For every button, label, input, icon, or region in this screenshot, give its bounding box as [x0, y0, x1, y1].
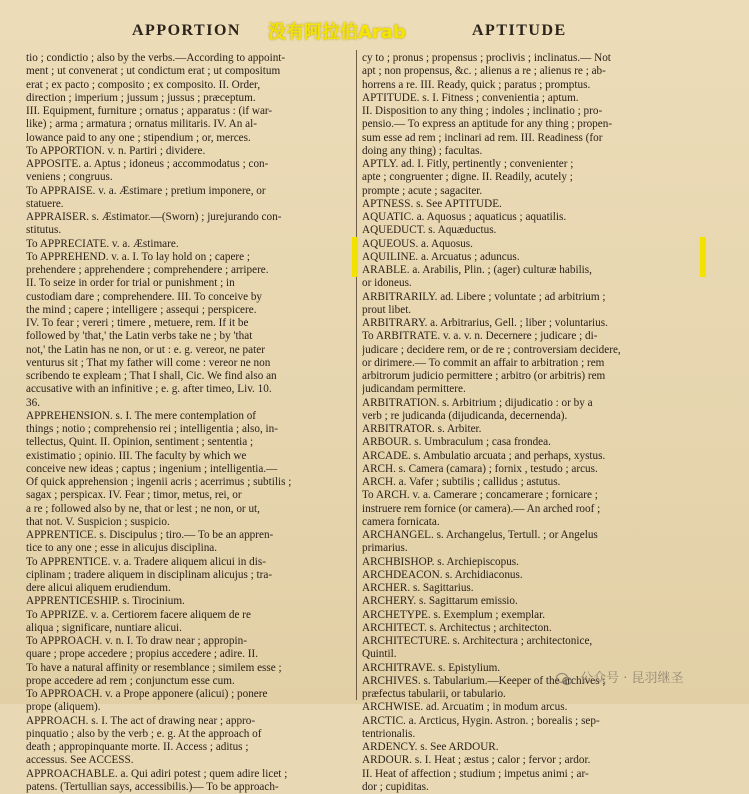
entry-line: APTITUDE. s. I. Fitness ; convenientia ; aptum. — [362, 91, 579, 104]
entry-line: verb ; re judicanda (dijudicanda, decernenda). — [362, 409, 568, 422]
entry-line: direction ; imperium ; jussum ; jussus ; præceptum. — [26, 91, 256, 104]
entry-line: APPRENTICE. s. Discipulus ; tiro.— To be an appren- — [26, 529, 274, 541]
entry-line: arbitrorum judicio permittere ; arbitro (or arbitris) rem — [362, 370, 606, 382]
entry-line: APTLY. ad. I. Fitly, pertinently ; convenienter ; — [362, 158, 574, 170]
entry-line: primarius. — [362, 542, 408, 555]
entry-line: prope (aliquem). — [26, 701, 101, 714]
entry-line: instruere rem fornice (or camera).— An arched roof ; — [362, 502, 601, 515]
entry-line: accusative with an infinitive ; e. g. after timeo, Liv. 10. — [26, 383, 272, 396]
entry-line: that not. V. Suspicion ; suspicio. — [26, 515, 170, 528]
entry-line: ARCHWISE. ad. Arcuatim ; in modum arcus. — [362, 701, 568, 714]
entry-line: pinquatio ; also by the verb ; e. g. At the approach of — [26, 727, 262, 740]
entry-line: existimatio ; opinio. III. The faculty by which we — [26, 449, 247, 462]
entry-line: APTNESS. s. See APTITUDE. — [362, 197, 502, 210]
running-head-left: APPORTION — [132, 22, 241, 39]
entry-line: scribendo te expleam ; That I shall, Cic. We find also an — [26, 370, 277, 382]
entry-line: III. Equipment, furniture ; ornatus ; apparatus : (if war- — [26, 105, 273, 117]
entry-line: sagax ; perspicax. IV. Fear ; timor, metus, rei, or — [26, 489, 242, 502]
entry-line: erat ; ex pacto ; composito ; ex composito. II. Order, — [26, 78, 261, 91]
running-head-right: APTITUDE — [472, 22, 567, 39]
entry-line: ARCHDEACON. s. Archidiaconus. — [362, 568, 523, 581]
entry-line: II. Heat of affection ; studium ; impetus animi ; ar- — [362, 767, 589, 780]
entry-line: To APPRENTICE. v. a. Tradere aliquem alicui in dis- — [26, 555, 266, 568]
entry-line: ARCH. a. Vafer ; subtilis ; callidus ; astutus. — [362, 476, 561, 488]
entry-line: ARCADE. s. Ambulatio arcuata ; and perhaps, xystus. — [362, 449, 606, 462]
entry-line: a re ; followed also by ne, that or lest ; ne non, or ut, — [26, 502, 260, 515]
entry-line: prout libet. — [362, 303, 412, 316]
entry-line: To APPROACH. v. a Prope apponere (alicui) ; ponere — [26, 688, 268, 700]
entry-line: lowance paid to any one ; stipendium ; or, merces. — [26, 131, 251, 144]
entry-line: ARCHER. s. Sagittarius. — [362, 582, 474, 594]
entry-line: prope accedere ad rem ; conjunctum esse cum. — [26, 674, 235, 687]
entry-line: accessus. See ACCESS. — [26, 754, 134, 767]
entry-line: custodiam dare ; comprehendere. III. To conceive by — [26, 290, 263, 303]
entry-line: ARBITRARILY. ad. Libere ; voluntate ; ad arbitrium ; — [362, 290, 606, 303]
entry-line: To have a natural affinity or resemblance ; similem esse ; — [26, 661, 282, 674]
corner-watermark-text: 公众号 · 昆羽继圣 — [580, 671, 684, 686]
entry-line: APPRENTICESHIP. s. Tirocinium. — [26, 595, 185, 608]
entry-line: stitutus. — [26, 224, 62, 237]
entry-line: ARDENCY. s. See ARDOUR. — [362, 741, 499, 753]
entry-line: pensio.— To express an aptitude for any thing ; propen- — [362, 118, 613, 131]
entry-line: APPOSITE. a. Aptus ; idoneus ; accommodatus ; con- — [26, 158, 269, 170]
entry-line: tice to any one ; esse in alicujus disciplina. — [26, 542, 218, 555]
entry-line: To ARCH. v. a. Camerare ; concamerare ; fornicare ; — [362, 489, 598, 502]
entry-line: ARCTIC. a. Arcticus, Hygin. Astron. ; borealis ; sep- — [362, 714, 600, 727]
entry-line: prompte ; acute ; sagaciter. — [362, 184, 483, 197]
entry-line: Of quick apprehension ; ingenii acris ; acerrimus ; subtilis ; — [26, 476, 292, 488]
entry-line: venturus sit ; That my father will come : vereor ne non — [26, 356, 271, 369]
entry-line: horrens a re. III. Ready, quick ; paratus ; promptus. — [362, 78, 591, 91]
entry-line: To APPRECIATE. v. a. Æstimare. — [26, 237, 179, 250]
entry-line: AQUEOUS. a. Aquosus. — [362, 237, 473, 250]
entry-line: APPROACH. s. I. The act of drawing near ; appro- — [26, 714, 256, 727]
entry-line: or dirimere.— To commit an affair to arbitration ; rem — [362, 356, 605, 369]
entry-line: IV. To fear ; vereri ; timere , metuere, rem. If it be — [26, 317, 249, 329]
entry-line: II. To seize in order for trial or punishment ; in — [26, 277, 235, 290]
entry-line: ARDOUR. s. I. Heat ; æstus ; calor ; fervor ; ardor. — [362, 754, 591, 767]
entry-line: judicare ; decidere rem, or de re ; controversiam decidere, — [362, 343, 621, 356]
entry-line: To APPROACH. v. n. I. To draw near ; appropin- — [26, 635, 247, 647]
entry-line: things ; notio ; comprehensio rei ; intelligentia ; also, in- — [26, 423, 278, 435]
entry-line: ARBITRATOR. s. Arbiter. — [362, 423, 482, 435]
wechat-icon — [556, 672, 572, 686]
entry-line: ARCHBISHOP. s. Archiepiscopus. — [362, 555, 519, 568]
entry-line: prehendere ; apprehendere ; comprehendere ; arripere. — [26, 264, 269, 276]
entry-line: judicandam permittere. — [362, 383, 466, 396]
entry-line: ciplinam ; tradere aliquem in disciplinam alicujus ; tra- — [26, 568, 273, 581]
left-column — [26, 52, 352, 794]
entry-line: ARCHIVES. s. Tabularium.—Keeper of the archives ; — [362, 674, 606, 687]
entry-line: not,' the Latin has ne non, or ut : e. g. vereor, ne pater — [26, 343, 265, 356]
entry-line: AQUILINE. a. Arcuatus ; aduncus. — [362, 250, 520, 263]
entry-line: the mind ; capere ; intelligere ; assequi ; perspicere. — [26, 303, 257, 316]
entry-line: apte ; congruenter ; digne. II. Readily, acutely ; — [362, 171, 573, 184]
entry-line: ARCH. s. Camera (camara) ; fornix , testudo ; arcus. — [362, 462, 598, 475]
entry-line: AQUEDUCT. s. Aquæductus. — [362, 224, 497, 237]
entry-line: II. Disposition to any thing ; indoles ; inclinatio ; pro- — [362, 105, 603, 117]
entry-line: AQUATIC. a. Aquosus ; aquaticus ; aquatilis. — [362, 211, 567, 223]
entry-line: ARCHANGEL. s. Archangelus, Tertull. ; or Angelus — [362, 529, 598, 541]
highlight-marker-right — [700, 237, 706, 277]
entry-line: tio ; condictio ; also by the verbs.—According to appoint- — [26, 52, 286, 64]
overlay-watermark: 没有阿拉伯Arab — [268, 22, 406, 43]
entry-line: tentrionalis. — [362, 727, 416, 740]
entry-line: like) ; arma ; armatura ; ornatus militaris. IV. An al- — [26, 118, 257, 131]
entry-line: ARBITRATION. s. Arbitrium ; dijudicatio : or by a — [362, 396, 593, 409]
entry-line: ARCHITRAVE. s. Epistylium. — [362, 661, 501, 674]
entry-line: To APPREHEND. v. a. I. To lay hold on ; capere ; — [26, 250, 251, 263]
entry-line: ARCHETYPE. s. Exemplum ; exemplar. — [362, 608, 546, 621]
entry-line: To APPORTION. v. n. Partiri ; dividere. — [26, 144, 206, 157]
corner-watermark — [556, 667, 684, 686]
entry-line: Quintil. — [362, 648, 397, 661]
entry-line: To APPRIZE. v. a. Certiorem facere aliquem de re — [26, 608, 251, 621]
entry-line: To APPRAISE. v. a. Æstimare ; pretium imponere, or — [26, 184, 266, 197]
entry-line: dere alicui aliquem erudiendum. — [26, 582, 171, 594]
entry-line: sum esse ad rem ; inclinari ad rem. III. Readiness (for — [362, 131, 603, 144]
entry-line: doing any thing) ; facultas. — [362, 144, 483, 157]
entry-line: apt ; non propensus, &c. ; alienus a re ; alienus re ; ab- — [362, 65, 606, 78]
entry-line: tellectus, Quint. II. Opinion, sentiment ; sententia ; — [26, 436, 254, 449]
entry-line: dor ; cupiditas. — [362, 780, 429, 793]
entry-line: ARCHERY. s. Sagittarum emissio. — [362, 595, 518, 608]
entry-line: APPREHENSION. s. I. The mere contemplation of — [26, 409, 257, 422]
entry-line: death ; appropinquante morte. II. Access ; aditus ; — [26, 741, 249, 753]
column-divider — [356, 50, 357, 700]
entry-line: or idoneus. — [362, 277, 412, 290]
entry-line: veniens ; congruus. — [26, 171, 113, 184]
entry-line: præfectus tabularii, or tabulario. — [362, 688, 506, 700]
entry-line: APPROACHABLE. a. Qui adiri potest ; quem adire licet ; — [26, 767, 288, 780]
entry-line: patens. (Tertullian says, accessibilis.)— To be approach- — [26, 780, 279, 793]
entry-line: cy to ; pronus ; propensus ; proclivis ; inclinatus.— Not — [362, 52, 611, 64]
entry-line: aliqua ; significare, nuntiare alicui. — [26, 621, 182, 634]
entry-line: ment ; ut convenerat ; ut condictum erat ; ut compositum — [26, 65, 281, 78]
entry-line: ARBITRARY. a. Arbitrarius, Gell. ; liber ; voluntarius. — [362, 317, 608, 329]
entry-line: ARCHITECTURE. s. Architectura ; architectonice, — [362, 635, 593, 647]
entry-line: ARBOUR. s. Umbraculum ; casa frondea. — [362, 436, 551, 449]
entry-line: conceive new ideas ; captus ; ingenium ; intelligentia.— — [26, 462, 278, 475]
entry-line: APPRAISER. s. Æstimator.—(Sworn) ; jurejurando con- — [26, 211, 282, 223]
highlight-marker-left — [352, 237, 358, 277]
entry-line: ARABLE. a. Arabilis, Plin. ; (ager) culturæ habilis, — [362, 264, 592, 276]
entry-line: followed by 'that,' the Latin verbs take ne ; by 'that — [26, 330, 253, 343]
entry-line: camera fornicata. — [362, 515, 440, 528]
entry-line: statuere. — [26, 197, 64, 210]
entry-line: To ARBITRATE. v. a. v. n. Decernere ; judicare ; di- — [362, 330, 598, 343]
entry-line: ARCHITECT. s. Architectus ; architecton. — [362, 621, 552, 634]
entry-line: quare ; prope accedere ; propius accedere ; adire. II. — [26, 648, 259, 661]
entry-line: 36. — [26, 396, 40, 409]
